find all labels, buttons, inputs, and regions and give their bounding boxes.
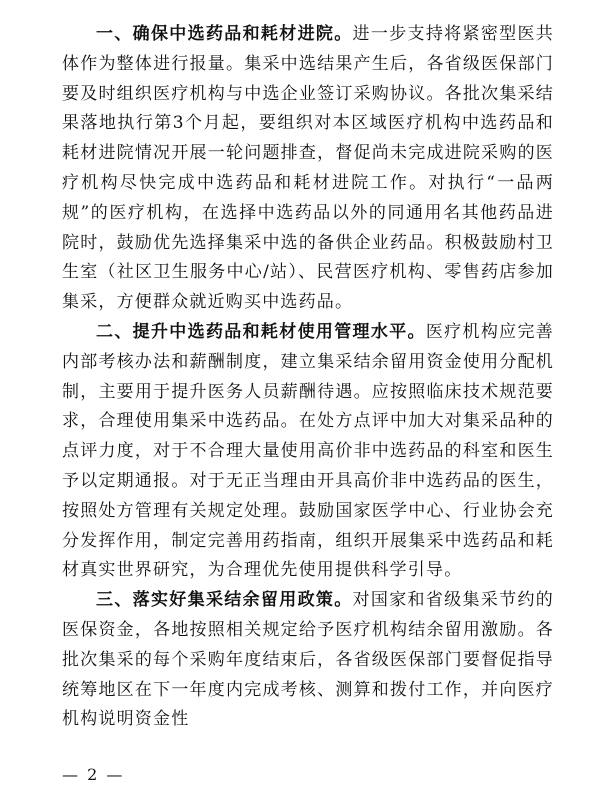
paragraph-3-body: 对国家和省级集采节约的医保资金，各地按照相关规定给予医疗机构结余留用激励。各批次集采的每个采购年度结束后，各省级医保部门要督促指导统筹地区在下一年度内完成考核、测算和拨付工作，并向医疗机构说明资金性 [62,590,554,730]
paragraph-3-heading: 三、落实好集采结余留用政策。 [96,590,353,611]
paragraph-2 [62,318,554,586]
paragraph-1-body: 进一步支持将紧密型医共体作为整体进行报量。集采中选结果产生后，各省级医保部门要及时组织医疗机构与中选企业签订采购协议。各批次集采结果落地执行第3个月起，要组织对本区域医疗机构中选药品和耗材进院情况开展一轮问题排查，督促尚未完成进院采购的医疗机构尽快完成中选药品和耗材进院工作。对执行“一品两规”的医疗机构，在选择中选药品以外的同通用名其他药品进院时，鼓励优先选择集采中选的备供企业药品。积极鼓励村卫生室（社区卫生服务中心/站）、民营医疗机构、零售药店参加集采，方便群众就近购买中选药品。 [62,24,554,313]
paragraph-1 [62,20,554,318]
paragraph-2-body: 医疗机构应完善内部考核办法和薪酬制度，建立集采结余留用资金使用分配机制，主要用于提升医务人员薪酬待遇。应按照临床技术规范要求，合理使用集采中选药品。在处方点评中加大对集采品种的点评力度，对于不合理大量使用高价非中选药品的科室和医生予以定期通报。对于无正当理由开具高价非中选药品的医生，按照处方管理有关规定处理。鼓励国家医学中心、行业协会充分发挥作用，制定完善用药指南，组织开展集采中选药品和耗材真实世界研究，为合理优先使用提供科学引导。 [62,321,554,581]
paragraph-2-heading: 二、提升中选药品和耗材使用管理水平。 [96,321,426,342]
document-page [62,20,554,735]
paragraph-1-heading: 一、确保中选药品和耗材进院。 [96,24,353,44]
page-number: — 2 — [62,765,125,784]
paragraph-3 [62,586,554,735]
